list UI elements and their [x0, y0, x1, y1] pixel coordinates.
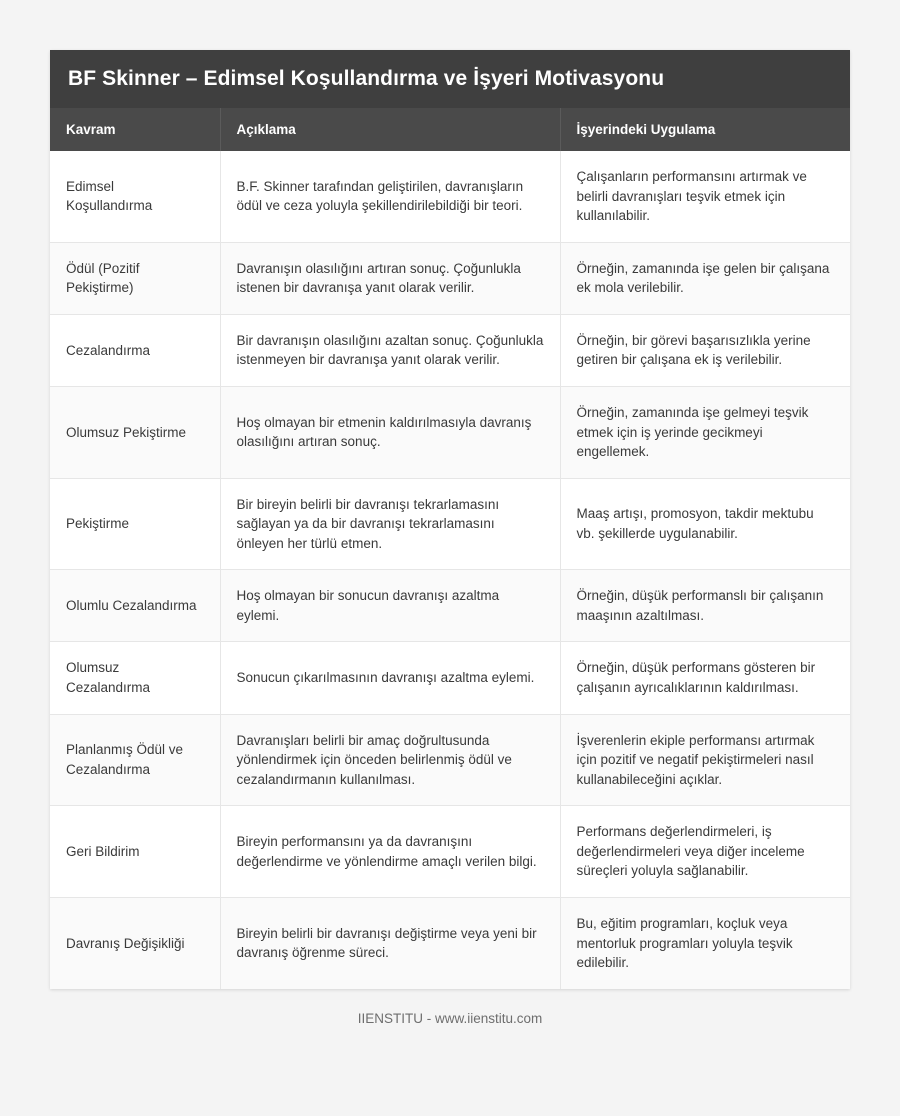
- table-row: [50, 478, 850, 570]
- table-body: [50, 151, 850, 989]
- cell-description: Davranışın olasılığını artıran sonuç. Çoğunlukla istenen bir davranışa yanıt olarak verilir.: [220, 242, 560, 314]
- cell-application: İşverenlerin ekiple performansı artırmak için pozitif ve negatif pekiştirmeleri nasıl kullanabileceğini açıklar.: [560, 714, 850, 806]
- table-row: [50, 642, 850, 714]
- footer-credit: IIENSTITU - www.iienstitu.com: [357, 1010, 543, 1026]
- info-card: [50, 50, 850, 989]
- cell-description: Bireyin performansını ya da davranışını değerlendirme ve yönlendirme amaçlı verilen bilgi.: [220, 806, 560, 898]
- table-row: [50, 806, 850, 898]
- cell-concept: Pekiştirme: [50, 478, 220, 570]
- title-bar: [50, 50, 850, 108]
- cell-concept: Davranış Değişikliği: [50, 897, 220, 988]
- cell-concept: Olumsuz Pekiştirme: [50, 386, 220, 478]
- column-header-concept: Kavram: [50, 108, 220, 151]
- cell-concept: Ödül (Pozitif Pekiştirme): [50, 242, 220, 314]
- cell-description: Hoş olmayan bir etmenin kaldırılmasıyla davranış olasılığını artıran sonuç.: [220, 386, 560, 478]
- cell-application: Çalışanların performansını artırmak ve belirli davranışları teşvik etmek için kullanılabilir.: [560, 151, 850, 242]
- table-row: [50, 151, 850, 242]
- column-header-description: Açıklama: [220, 108, 560, 151]
- cell-application: Performans değerlendirmeleri, iş değerlendirmeleri veya diğer inceleme süreçleri yoluyla sağlanabilir.: [560, 806, 850, 898]
- cell-concept: Planlanmış Ödül ve Cezalandırma: [50, 714, 220, 806]
- cell-application: Örneğin, zamanında işe gelen bir çalışana ek mola verilebilir.: [560, 242, 850, 314]
- table-row: [50, 386, 850, 478]
- concepts-table: [50, 108, 850, 989]
- cell-concept: Cezalandırma: [50, 314, 220, 386]
- cell-application: Örneğin, düşük performans gösteren bir çalışanın ayrıcalıklarının kaldırılması.: [560, 642, 850, 714]
- cell-application: Maaş artışı, promosyon, takdir mektubu vb. şekillerde uygulanabilir.: [560, 478, 850, 570]
- cell-application: Örneğin, zamanında işe gelmeyi teşvik etmek için iş yerinde gecikmeyi engellemek.: [560, 386, 850, 478]
- cell-description: Bir bireyin belirli bir davranışı tekrarlamasını sağlayan ya da bir davranışı tekrarlamasını önleyen her türlü etmen.: [220, 478, 560, 570]
- cell-application: Bu, eğitim programları, koçluk veya mentorluk programları yoluyla teşvik edilebilir.: [560, 897, 850, 988]
- table-row: [50, 242, 850, 314]
- cell-concept: Olumsuz Cezalandırma: [50, 642, 220, 714]
- table-row: [50, 314, 850, 386]
- cell-application: Örneğin, düşük performanslı bir çalışanın maaşının azaltılması.: [560, 570, 850, 642]
- cell-concept: Edimsel Koşullandırma: [50, 151, 220, 242]
- table-row: [50, 714, 850, 806]
- cell-concept: Geri Bildirim: [50, 806, 220, 898]
- table-row: [50, 570, 850, 642]
- cell-description: Davranışları belirli bir amaç doğrultusunda yönlendirmek için önceden belirlenmiş ödül ve cezalandırmanın kullanılması.: [220, 714, 560, 806]
- cell-description: Bireyin belirli bir davranışı değiştirme veya yeni bir davranış öğrenme süreci.: [220, 897, 560, 988]
- cell-description: Sonucun çıkarılmasının davranışı azaltma eylemi.: [220, 642, 560, 714]
- cell-description: Hoş olmayan bir sonucun davranışı azaltma eylemi.: [220, 570, 560, 642]
- cell-description: B.F. Skinner tarafından geliştirilen, davranışların ödül ve ceza yoluyla şekillendirilebildiği bir teori.: [220, 151, 560, 242]
- table-header-row: [50, 108, 850, 151]
- cell-application: Örneğin, bir görevi başarısızlıkla yerine getiren bir çalışana ek iş verilebilir.: [560, 314, 850, 386]
- table-header: [50, 108, 850, 151]
- table-row: [50, 897, 850, 988]
- column-header-application: İşyerindeki Uygulama: [560, 108, 850, 151]
- cell-concept: Olumlu Cezalandırma: [50, 570, 220, 642]
- page-title: BF Skinner – Edimsel Koşullandırma ve İşyeri Motivasyonu: [68, 67, 665, 90]
- cell-description: Bir davranışın olasılığını azaltan sonuç. Çoğunlukla istenmeyen bir davranışa yanıt olarak verilir.: [220, 314, 560, 386]
